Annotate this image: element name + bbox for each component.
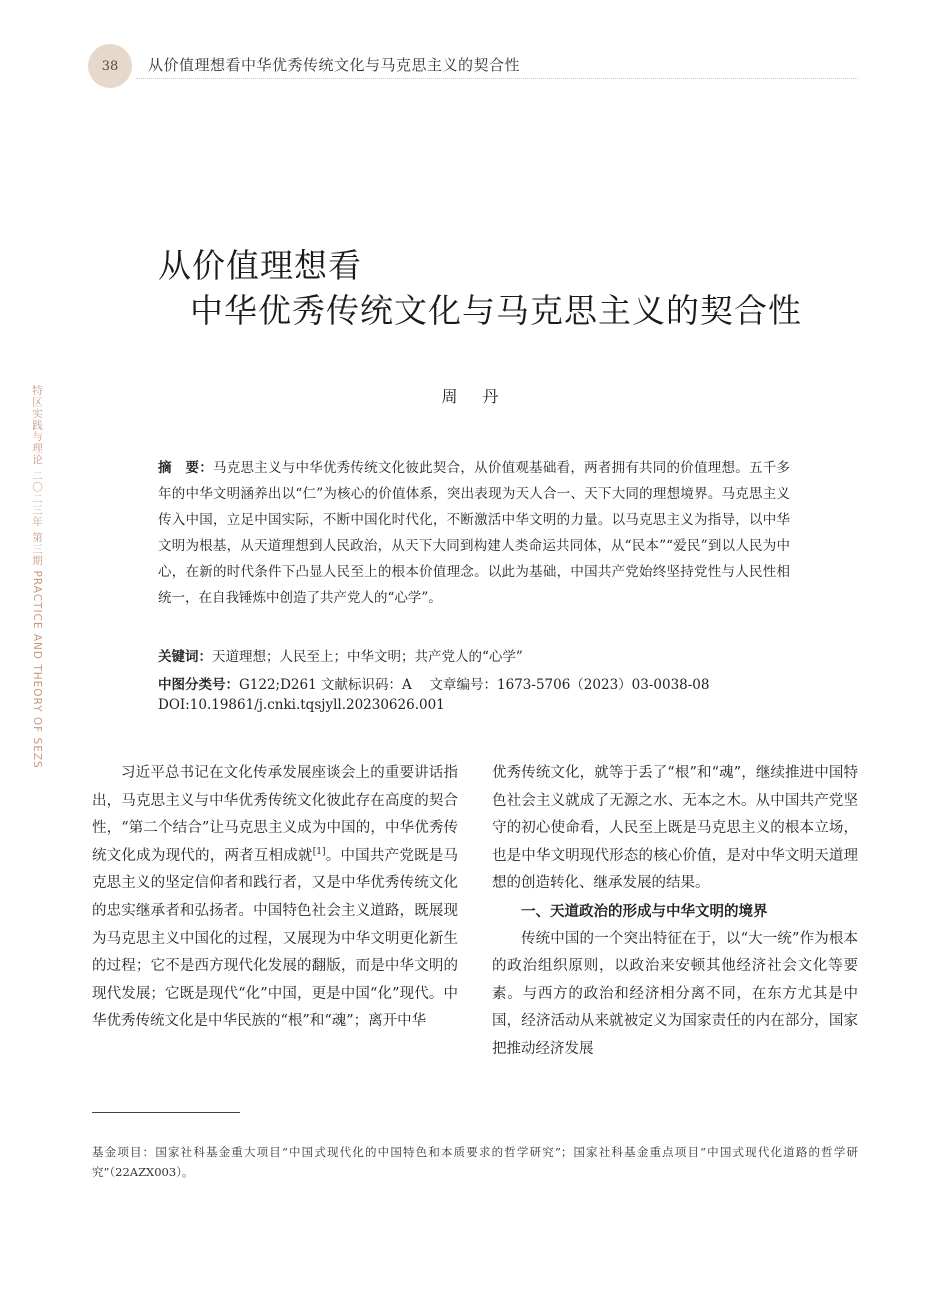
footnote: 基金项目：国家社科基金重大项目“中国式现代化的中国特色和本质要求的哲学研究”；国家社科基金重点项目“中国式现代化道路的哲学研究”（22AZX003）。 (92, 1145, 858, 1179)
classification (158, 673, 710, 693)
keywords-label: 关键词： (158, 649, 212, 665)
page-number: 38 (101, 58, 119, 74)
running-title: 从价值理想看中华优秀传统文化与马克思主义的契合性 (148, 56, 521, 74)
article-title-line2: 中华优秀传统文化与马克思主义的契合性 (190, 291, 802, 330)
section-heading: 一、天道政治的形成与中华文明的境界 (521, 902, 768, 920)
body-column-right (492, 760, 858, 1064)
doi: DOI:10.19861/j.cnki.tqsjyll.20230626.001 (158, 697, 445, 713)
article-title-line1: 从价值理想看 (158, 246, 362, 285)
abstract-label: 摘 要： (158, 460, 213, 476)
header-rule (136, 78, 858, 79)
abstract-text: 马克思主义与中华优秀传统文化彼此契合，从价值观基础看，两者拥有共同的价值理想。五千多年的中华文明涵养出以“仁”为核心的价值体系，突出表现为天人合一、天下大同的理想境界。马克思主义传入中国，立足中国实际，不断中国化时代化，不断激活中华文明的力量。以马克思主义为指导，以中华文明为根基，从天道理想到人民政治，从天下大同到构建人类命运共同体，从“民本”“爱民”到以人民为中心，在新的时代条件下凸显人民至上的根本价值理念。以此为基础，中国共产党始终坚持党性与人民性相统一，在自我锤炼中创造了共产党人的“心学”。 (158, 460, 791, 606)
footnote-rule (92, 1112, 240, 1113)
author: 周 丹 (441, 387, 509, 406)
side-banner: 特区实践与理论 二〇二三年 第三期 PRACTICE AND THEORY OF SEZS (31, 385, 43, 769)
abstract (158, 455, 790, 611)
classification-label: 中图分类号： (158, 677, 239, 693)
body-column-left (92, 760, 458, 1036)
page-number-badge (88, 44, 132, 88)
keywords-text: 天道理想；人民至上；中华文明；共产党人的“心学” (212, 649, 523, 665)
classification-text: G122;D261 文献标识码：A 文章编号：1673-5706（2023）03-0038-08 (239, 677, 710, 693)
body-paragraph: 传统中国的一个突出特征在于，以“大一统”作为根本的政治组织原则，以政治来安顿其他经济社会文化等要素。与西方的政治和经济相分离不同，在东方尤其是中国，经济活动从来就被定义为国家责任的内在部分，国家把推动经济发展 (492, 930, 858, 1057)
body-paragraph: 优秀传统文化，就等于丢了“根”和“魂”，继续推进中国特色社会主义就成了无源之水、无本之木。从中国共产党坚守的初心使命看，人民至上既是马克思主义的根本立场，也是中华文明现代形态的核心价值，是对中华文明天道理想的创造转化、继承发展的结果。 (492, 765, 858, 892)
keywords (158, 645, 523, 665)
reference-marker[interactable]: [1] (312, 846, 326, 857)
body-paragraph: 习近平总书记在文化传承发展座谈会上的重要讲话指出，马克思主义与中华优秀传统文化彼此存在高度的契合性，“第二个结合”让马克思主义成为中国的，中华优秀传统文化成为现代的，两者互相成就[1]。中国共产党既是马克思主义的坚定信仰者和践行者，又是中华优秀传统文化的忠实继承者和弘扬者。中国特色社会主义道路，既展现为马克思主义中国化的过程，又展现为中华文明更化新生的过程；它不是西方现代化发展的翻版，而是中华文明的现代发展；它既是现代“化”中国，更是中国“化”现代。中华优秀传统文化是中华民族的“根”和“魂”；离开中华 (92, 765, 458, 1030)
